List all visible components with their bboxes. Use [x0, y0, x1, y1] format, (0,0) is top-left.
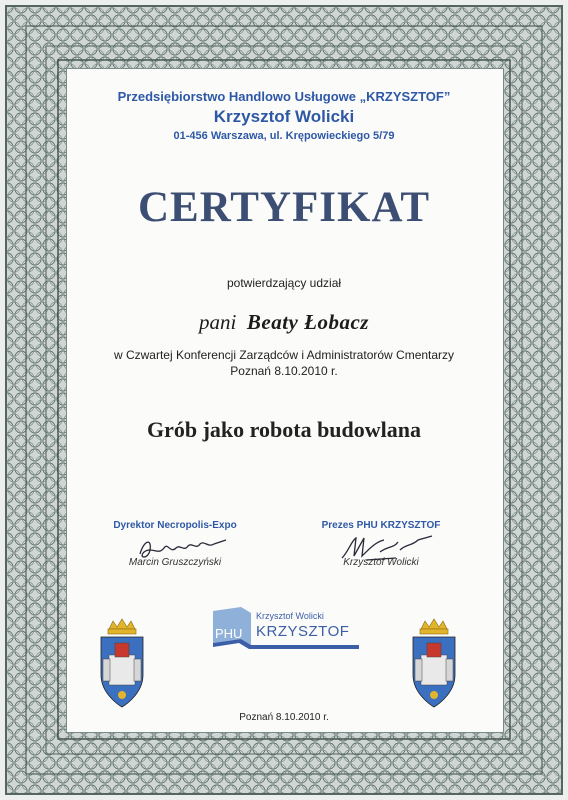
right-signer-name: Krzysztof Wolicki	[343, 557, 419, 568]
poznan-coat-of-arms-icon	[407, 615, 461, 713]
logo-company-text: KRZYSZTOF	[256, 623, 350, 640]
topic-title: Grób jako robota budowlana	[146, 417, 422, 442]
event-place-date: Poznań 8.10.2010 r.	[230, 364, 338, 378]
footer-date: Poznań 8.10.2010 r.	[239, 712, 329, 723]
company-address: 01-456 Warszawa, ul. Krępowieckiego 5/79	[173, 130, 395, 142]
left-signer-role: Dyrektor Necropolis-Expo	[113, 520, 237, 531]
event-text: w Czwartej Konferencji Zarządców i Administratorów Cmentarzy	[113, 348, 455, 362]
left-signer-name: Marcin Gruszczyński	[128, 557, 222, 568]
right-signer-role: Prezes PHU KRZYSZTOF	[321, 520, 441, 531]
poznan-coat-of-arms-icon	[95, 615, 149, 713]
company-name: Przedsiębiorstwo Handlowo Usługowe „KRZYSZTOF”	[117, 89, 451, 104]
salutation: pani	[199, 310, 237, 334]
recipient-name: Beaty Łobacz	[246, 310, 369, 334]
phu-krzysztof-logo	[211, 603, 361, 658]
confirms-text: potwierdzający udział	[226, 276, 342, 290]
company-owner: Krzysztof Wolicki	[213, 107, 355, 126]
logo-phu-text: PHU	[215, 626, 243, 641]
logo-owner-text: Krzysztof Wolicki	[256, 611, 324, 621]
recipient-line	[0, 310, 568, 335]
certificate-title: CERTYFIKAT	[138, 184, 430, 231]
